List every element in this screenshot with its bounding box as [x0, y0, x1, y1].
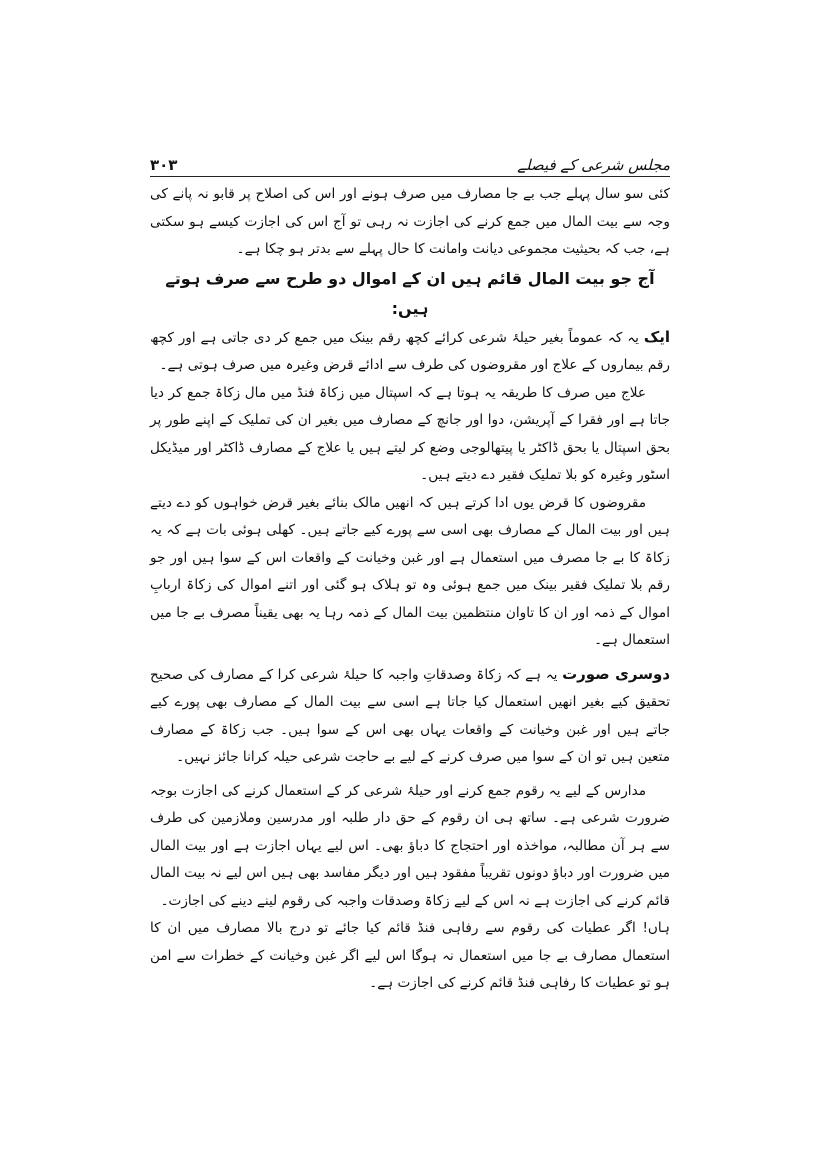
paragraph [150, 324, 670, 380]
page-header [150, 140, 670, 177]
paragraph-lead: ایک [643, 327, 670, 346]
paragraph-body: یہ کہ عموماً بغیر حیلۂ شرعی کرائے کچھ رقم بینک میں جمع کر دی جاتی ہے اور کچھ رقم بیماروں کے علاج اور مقروضوں کی طرف سے ادائے قرض وغیرہ میں صرف ہوتی ہے۔ [150, 329, 670, 373]
paragraph-lead: دوسری صورت [562, 664, 671, 683]
paragraph [150, 661, 670, 772]
body-text [150, 181, 670, 998]
section-heading: آج جو بیت المال قائم ہیں ان کے اموال دو طرح سے صرف ہوتے ہیں: [165, 268, 655, 318]
paragraph: مقروضوں کا قرض یوں ادا کرتے ہیں کہ انھیں مالک بنائے بغیر قرض خواہوں کو دے دیتے ہیں اور بیت المال کے مصارف بھی اسی سے پورے کیے جاتے ہیں۔ کھلی ہوئی بات ہے کہ یہ زکاۃ کا بے جا مصرف میں استعمال ہے اور غبن وخیانت کے واقعات اس کے سوا ہیں اور جو رقم بلا تملیک فقیر بینک میں جمع ہوئی وہ تو ہلاک ہو گئی اور اتنے اموال کی زکاۃ اربابِ اموال کے ذمہ اور ان کا تاوان منتظمین بیت المال کے ذمہ رہا یہ بھی یقیناً مصرف بے جا میں استعمال ہے۔ [150, 494, 670, 648]
document-page [150, 140, 670, 998]
paragraph: مدارس کے لیے یہ رقوم جمع کرنے اور حیلۂ شرعی کر کے استعمال کرنے کی اجازت بوجہ ضرورت شرعی ہے۔ ساتھ ہی ان رقوم کے حق دار طلبہ اور مدرسین وملازمین کی طرف سے ہر آن مطالبہ، مواخذہ اور احتجاج کا دباؤ بھی۔ اس لیے یہاں اجازت ہے اور بیت المال میں ضرورت اور دباؤ دونوں تقریباً مفقود ہیں اور دیگر مفاسد بھی ہیں اس لیے نہ بیت المال قائم کرنے کی اجازت ہے نہ اس کے لیے زکاۃ وصدقات واجبہ کی رقوم لینے دینے کی اجازت۔ [150, 782, 670, 909]
paragraph: ہاں! اگر عطیات کی رقوم سے رفاہی فنڈ قائم کیا جائے تو درج بالا مصارف میں ان کا استعمال مصارف بے جا میں استعمال نہ ہوگا اس لیے اگر غبن وخیانت کے خطرات سے امن ہو تو عطیات کا رفاہی فنڈ قائم کرنے کی اجازت ہے۔ [150, 920, 670, 991]
running-title: مجلس شرعی کے فیصلے [517, 156, 670, 174]
page-number: ۳۰۳ [150, 156, 178, 174]
paragraph-body: یہ ہے کہ زکاۃ وصدقاتِ واجبہ کا حیلۂ شرعی کرا کے مصارف کی صحیح تحقیق کیے بغیر انھیں استعمال کیا جاتا ہے اسی سے بیت المال کے مصارف بھی پورے کیے جاتے ہیں اور غبن وخیانت کے واقعات یہاں بھی اس کے سوا ہیں۔ جب زکاۃ کے مصارف متعین ہیں تو ان کے سوا میں صرف کرنے کے لیے بے حاجت شرعی حیلہ کرانا جائز نہیں۔ [150, 666, 670, 765]
paragraph: علاج میں صرف کا طریقہ یہ ہوتا ہے کہ اسپتال میں زکاۃ فنڈ میں مال زکاۃ جمع کر دیا جاتا ہے اور فقرا کے آپریشن، دوا اور جانچ کے مصارف میں بغیر ان کی تملیک کے اپنے طور پر بحق اسپتال یا بحق ڈاکٹر یا پیتھالوجی وضع کر لیتے ہیں یا علاج کے مصارف ڈاکٹر اور میڈیکل اسٹور وغیرہ کو بلا تملیک فقیر دے دیتے ہیں۔ [150, 384, 670, 483]
paragraph: کئی سو سال پہلے جب بے جا مصارف میں صرف ہونے اور اس کی اصلاح پر قابو نہ پانے کی وجہ سے بیت المال میں جمع کرنے کی اجازت نہ رہی تو آج اس کی اجازت کیسے ہو سکتی ہے، جب کہ بحیثیت مجموعی دیانت وامانت کا حال پہلے سے بدتر ہو چکا ہے۔ [150, 186, 670, 257]
